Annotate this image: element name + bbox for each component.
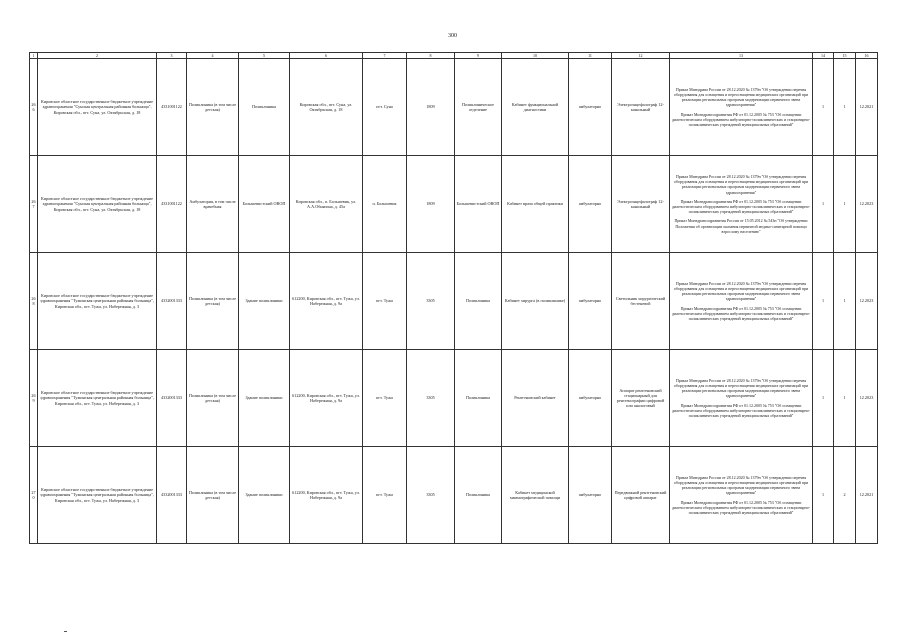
structural-unit: Поликлиника: [455, 253, 502, 350]
page-number: 300: [448, 33, 457, 39]
organization-inn: 4331001122: [157, 156, 187, 253]
quantity-planned: 1: [834, 350, 856, 447]
building-name: Большевистский ОВОП: [239, 156, 290, 253]
column-number-11: 11: [569, 53, 612, 59]
care-form: амбулаторно: [569, 59, 612, 156]
quantity-planned: 1: [834, 156, 856, 253]
settlement: п. Большевик: [363, 156, 407, 253]
building-address: Кировская обл., п. Большевик, ул. А.А.Обнягина, д. 45а: [290, 156, 363, 253]
regulatory-documents: [670, 253, 813, 350]
regulatory-document: Приказ Минздравсоцразвития РФ от 01.12.2005 № 753 "Об оснащении диагностическим оборудованием амбулаторно-поликлинических и стационарно-поликлинических учреждений муниципальных образований": [671, 499, 811, 515]
organization-inn: 4332001333: [157, 447, 187, 544]
row-number: 266: [30, 59, 38, 156]
scan-mark: [64, 631, 67, 632]
delivery-date: 12.2021: [856, 59, 878, 156]
column-number-1: 1: [30, 53, 38, 59]
delivery-date: 12.2021: [856, 447, 878, 544]
regulatory-document: Приказ Минздравсоцразвития РФ от 01.12.2005 № 753 "Об оснащении диагностическим оборудованием амбулаторно-поликлинических и стационарно-поликлинических учреждений муниципальных образований": [671, 305, 811, 321]
table-row: [30, 156, 878, 253]
building-address: 612200, Кировская обл., пгт. Тужа, ул. Набережная, д. 9а: [290, 253, 363, 350]
regulatory-document: Приказ Минздрава России от 28.12.2020 № 1379н "Об утверждении перечня оборудования для оснащения и переоснащения медицинских организаций при реализации региональных программ модернизации первичного звена здравоохранения": [673, 280, 809, 302]
room-name: Рентгеновский кабинет: [502, 350, 569, 447]
table-row: [30, 59, 878, 156]
organization-name: Кировское областное государственное бюджетное учреждение здравоохранения "Тужинская центральная районная больница", Кировская обл., пгт. Тужа, ул. Набережная, д. 3: [38, 350, 157, 447]
regulatory-document: Приказ Минздравсоцразвития РФ от 01.12.2005 № 753 "Об оснащении диагностическим оборудованием амбулаторно-поликлинических и стационарно-поликлинических учреждений муниципальных образований": [671, 198, 811, 215]
column-number-16: 16: [856, 53, 878, 59]
regulatory-documents: [670, 59, 813, 156]
quantity-planned: 2: [834, 447, 856, 544]
table-body: [30, 59, 878, 544]
regulatory-documents: [670, 447, 813, 544]
quantity-planned: 1: [834, 253, 856, 350]
equipment-name: Электроэнцефалограф 12-канальный: [612, 156, 670, 253]
regulatory-documents: [670, 156, 813, 253]
delivery-date: 12.2023: [856, 253, 878, 350]
organization-inn: 4331001122: [157, 59, 187, 156]
settlement: пгт. Тужа: [363, 350, 407, 447]
division-type: Поликлиника (в том числе детская): [187, 59, 239, 156]
division-type: Поликлиника (в том числе детская): [187, 447, 239, 544]
row-number: 268: [30, 253, 38, 350]
population-code: 3305: [407, 253, 455, 350]
building-address: 612200, Кировская обл., пгт. Тужа, ул. Набережная, д. 9а: [290, 447, 363, 544]
column-number-2: 2: [38, 53, 157, 59]
building-name: Здание поликлиники: [239, 447, 290, 544]
organization-name: Кировское областное государственное бюджетное учреждение здравоохранения "Сунская центральная районная больница", Кировская обл., пгт. Суна, ул. Октябрьская, д. 18: [38, 59, 157, 156]
column-number-10: 10: [502, 53, 569, 59]
division-type: Амбулатория, в том числе врачебная: [187, 156, 239, 253]
equipment-name: Электроэнцефалограф 12-канальный: [612, 59, 670, 156]
regulatory-document: Приказ Минздравсоцразвития РФ от 01.12.2005 № 753 "Об оснащении диагностическим оборудованием амбулаторно-поликлинических и стационарно-поликлинических учреждений муниципальных образований": [671, 111, 811, 127]
structural-unit: Поликлиническое отделение: [455, 59, 502, 156]
regulatory-document: Приказ Минздрава России от 28.12.2020 № 1379н "Об утверждении перечня оборудования для оснащения и переоснащения медицинских организаций при реализации региональных программ модернизации первичного звена здравоохранения": [673, 86, 809, 108]
room-name: Кабинет медицинской маммографической помощи: [502, 447, 569, 544]
column-number-6: 6: [290, 53, 363, 59]
organization-name: Кировское областное государственное бюджетное учреждение здравоохранения "Сунская центральная районная больница", Кировская обл., пгт. Суна, ул. Октябрьская, д. 18: [38, 156, 157, 253]
column-number-13: 13: [670, 53, 813, 59]
quantity-needed: 1: [813, 447, 834, 544]
regulatory-document: Приказ Минздравсоцразвития РФ от 01.12.2005 № 753 "Об оснащении диагностическим оборудованием амбулаторно-поликлинических и стационарно-поликлинических учреждений муниципальных образований": [671, 402, 811, 418]
quantity-needed: 1: [813, 156, 834, 253]
room-name: Кабинет врача общей практики: [502, 156, 569, 253]
row-number: 267: [30, 156, 38, 253]
quantity-planned: 1: [834, 59, 856, 156]
regulatory-document: Приказ Минздрава России от 28.12.2020 № 1379н "Об утверждении перечня оборудования для оснащения и переоснащения медицинских организаций при реализации региональных программ модернизации первичного звена здравоохранения": [673, 377, 809, 399]
column-number-14: 14: [813, 53, 834, 59]
table-row: [30, 447, 878, 544]
care-form: амбулаторно: [569, 156, 612, 253]
column-number-5: 5: [239, 53, 290, 59]
column-number-3: 3: [157, 53, 187, 59]
regulatory-documents: [670, 350, 813, 447]
population-code: 1809: [407, 156, 455, 253]
organization-name: Кировское областное государственное бюджетное учреждение здравоохранения "Тужинская центральная районная больница", Кировская обл., пгт. Тужа, ул. Набережная, д. 3: [38, 447, 157, 544]
room-name: Кабинет функциональной диагностики: [502, 59, 569, 156]
quantity-needed: 1: [813, 59, 834, 156]
structural-unit: Большевистский ОВОП: [455, 156, 502, 253]
column-number-12: 12: [612, 53, 670, 59]
delivery-date: 12.2023: [856, 156, 878, 253]
building-address: 612200, Кировская обл., пгт. Тужа, ул. Набережная, д. 9а: [290, 350, 363, 447]
organization-inn: 4332001333: [157, 253, 187, 350]
settlement: пгт. Тужа: [363, 447, 407, 544]
column-number-15: 15: [834, 53, 856, 59]
column-number-7: 7: [363, 53, 407, 59]
column-number-8: 8: [407, 53, 455, 59]
room-name: Кабинет хирурга (в поликлинике): [502, 253, 569, 350]
care-form: амбулаторно: [569, 253, 612, 350]
equipment-name: Светильник хирургический бестеневой: [612, 253, 670, 350]
building-address: Кировская обл., пгт. Суна, ул. Октябрьская, д. 18: [290, 59, 363, 156]
table-row: [30, 350, 878, 447]
structural-unit: Поликлиника: [455, 350, 502, 447]
row-number: 270: [30, 447, 38, 544]
regulatory-document: Приказ Минздрава России от 28.12.2020 № 1379н "Об утверждении перечня оборудования для оснащения и переоснащения медицинских организаций при реализации региональных программ модернизации первичного звена здравоохранения": [673, 474, 809, 496]
equipment-registry-table: [29, 52, 878, 544]
care-form: амбулаторно: [569, 350, 612, 447]
population-code: 1809: [407, 59, 455, 156]
regulatory-document: Приказ Минздрава России от 28.12.2020 № 1379н "Об утверждении перечня оборудования для оснащения и переоснащения медицинских организаций при реализации региональных программ модернизации первичного звена здравоохранения": [673, 174, 809, 195]
division-type: Поликлиника (в том числе детская): [187, 350, 239, 447]
building-name: Поликлиника: [239, 59, 290, 156]
settlement: пгт. Суна: [363, 59, 407, 156]
population-code: 3305: [407, 447, 455, 544]
column-number-4: 4: [187, 53, 239, 59]
equipment-name: Аппарат рентгеновский стационарный для рентгенографии цифровой или аналоговый: [612, 350, 670, 447]
quantity-needed: 1: [813, 350, 834, 447]
column-number-9: 9: [455, 53, 502, 59]
population-code: 3305: [407, 350, 455, 447]
settlement: пгт. Тужа: [363, 253, 407, 350]
delivery-date: 12.2023: [856, 350, 878, 447]
structural-unit: Поликлиника: [455, 447, 502, 544]
row-number: 269: [30, 350, 38, 447]
division-type: Поликлиника (в том числе детская): [187, 253, 239, 350]
organization-name: Кировское областное государственное бюджетное учреждение здравоохранения "Тужинская центральная районная больница", Кировская обл., пгт. Тужа, ул. Набережная, д. 3: [38, 253, 157, 350]
equipment-name: Передвижной рентгеновский цифровой аппарат: [612, 447, 670, 544]
building-name: Здание поликлиники: [239, 350, 290, 447]
quantity-needed: 1: [813, 253, 834, 350]
organization-inn: 4332001333: [157, 350, 187, 447]
care-form: амбулаторно: [569, 447, 612, 544]
building-name: Здание поликлиники: [239, 253, 290, 350]
regulatory-document: Приказ Минздравсоцразвития России от 15.05.2012 № 543н "Об утверждении Положения об организации оказания первичной медико-санитарной помощи взрослому населению": [674, 218, 808, 234]
table-row: [30, 253, 878, 350]
